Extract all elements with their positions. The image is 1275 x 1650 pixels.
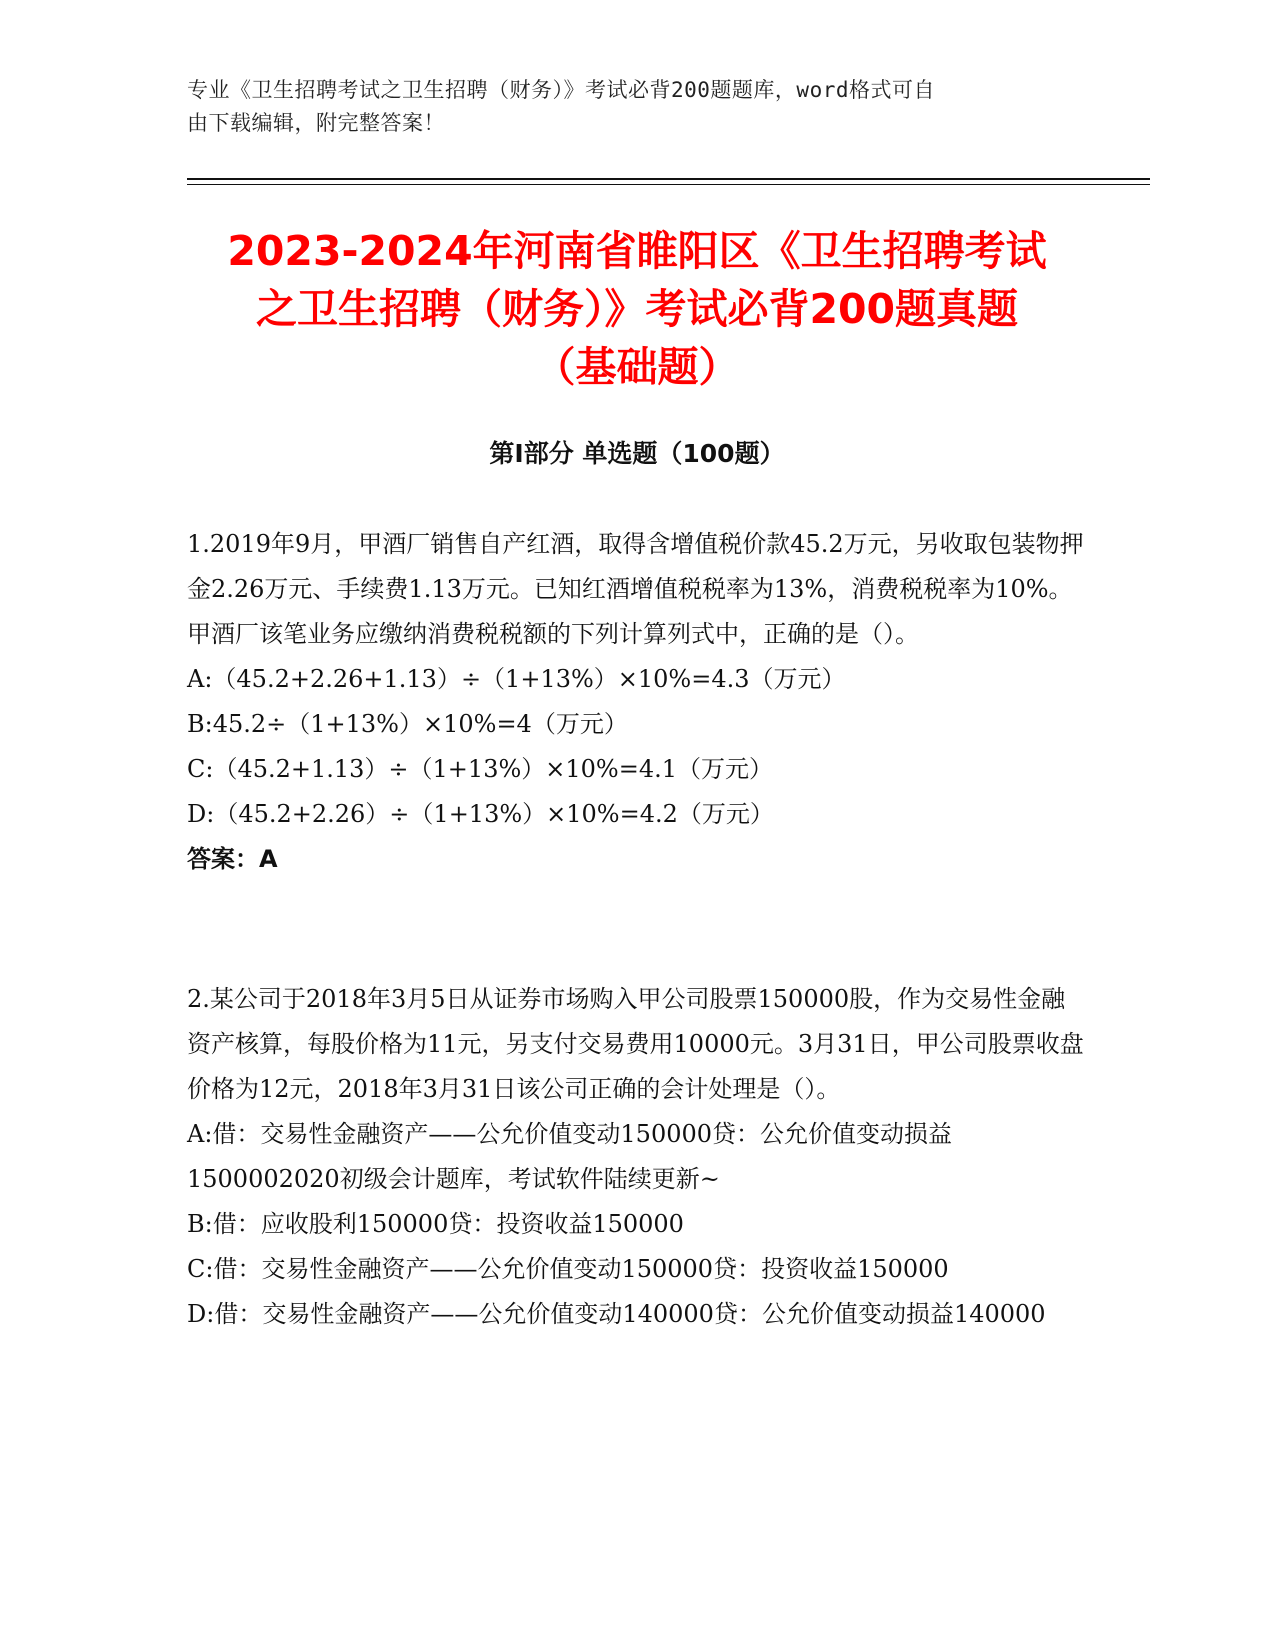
header-note-line: 专业《卫生招聘考试之卫生招聘（财务）》考试必背200题题库，word格式可自 xyxy=(187,78,935,102)
header-divider-thick xyxy=(187,178,1150,180)
document-title-line: （基础题） xyxy=(534,343,740,391)
document-title-line: 之卫生招聘（财务）》考试必背200题真题 xyxy=(255,285,1019,333)
document-title xyxy=(187,222,1087,396)
header-note xyxy=(187,74,1067,140)
question-1 xyxy=(187,522,1087,882)
option-b: B:借：应收股利150000贷：投资收益150000 xyxy=(187,1210,684,1238)
option-c: C:（45.2+1.13）÷（1+13%）×10%=4.1（万元） xyxy=(187,755,773,783)
document-title-line: 2023-2024年河南省睢阳区《卫生招聘考试 xyxy=(227,227,1047,275)
option-b: B:45.2÷（1+13%）×10%=4（万元） xyxy=(187,710,628,738)
question-stem: 2.某公司于2018年3月5日从证券市场购入甲公司股票150000股，作为交易性金融资产核算，每股价格为11元，另支付交易费用10000元。3月31日，甲公司股票收盘价格为12元，2018年3月31日该公司正确的会计处理是（）。 xyxy=(187,985,1084,1103)
option-c: C:借：交易性金融资产——公允价值变动150000贷：投资收益150000 xyxy=(187,1255,949,1283)
option-a: A:（45.2+2.26+1.13）÷（1+13%）×10%=4.3（万元） xyxy=(187,665,846,693)
question-stem: 1.2019年9月，甲酒厂销售自产红酒，取得含增值税价款45.2万元，另收取包装物押金2.26万元、手续费1.13万元。已知红酒增值税税率为13%，消费税税率为10%。甲酒厂该笔业务应缴纳消费税税额的下列计算列式中，正确的是（）。 xyxy=(187,530,1084,648)
option-d: D:借：交易性金融资产——公允价值变动140000贷：公允价值变动损益140000 xyxy=(187,1300,1046,1328)
header-divider-thin xyxy=(187,184,1150,185)
question-2 xyxy=(187,977,1087,1337)
answer: 答案：A xyxy=(187,845,278,873)
header-note-line: 由下载编辑，附完整答案！ xyxy=(187,111,445,135)
section-title: 第I部分 单选题（100题） xyxy=(489,439,785,468)
option-d: D:（45.2+2.26）÷（1+13%）×10%=4.2（万元） xyxy=(187,800,774,828)
option-a: A:借：交易性金融资产——公允价值变动150000贷：公允价值变动损益1500002020初级会计题库，考试软件陆续更新~ xyxy=(187,1120,953,1193)
